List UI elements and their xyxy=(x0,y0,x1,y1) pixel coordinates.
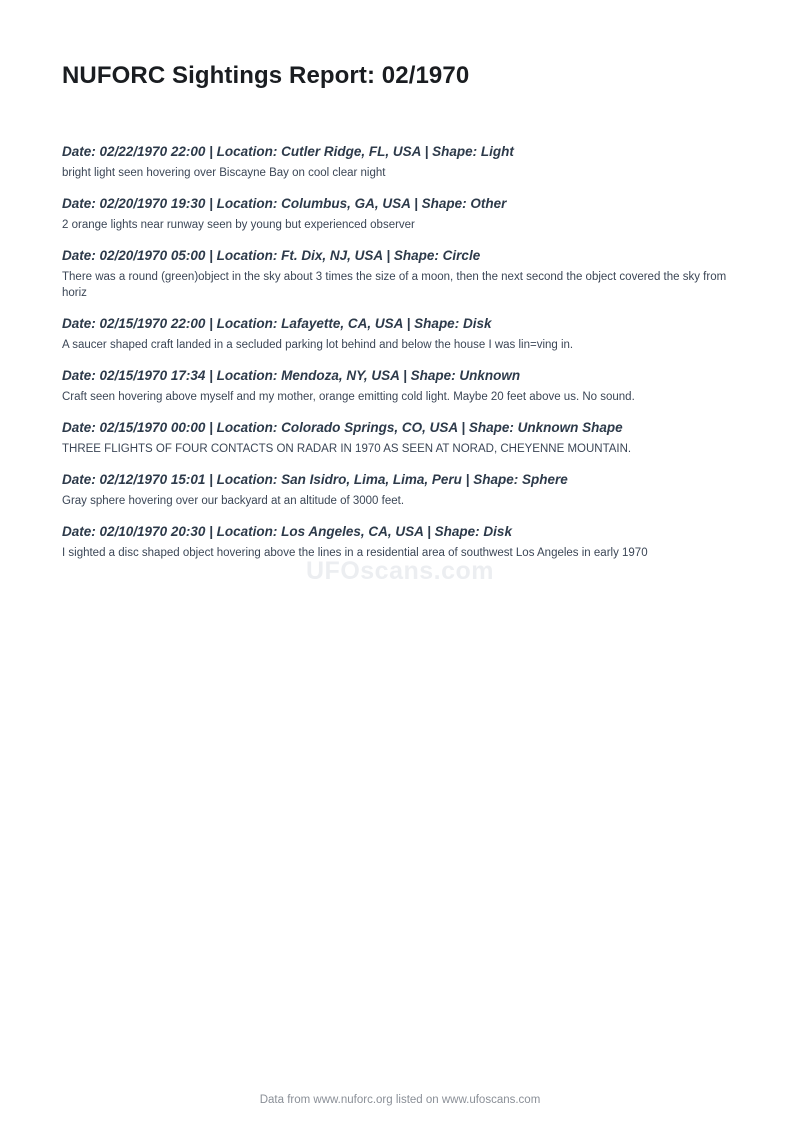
sighting-description: Gray sphere hovering over our backyard at an altitude of 3000 feet. xyxy=(62,495,405,507)
sighting-header: Date: 02/15/1970 00:00 | Location: Colorado Springs, CO, USA | Shape: Unknown Shape xyxy=(62,420,623,435)
sighting-header: Date: 02/22/1970 22:00 | Location: Cutler Ridge, FL, USA | Shape: Light xyxy=(62,144,514,159)
sighting-entry xyxy=(62,523,752,561)
sighting-description: A saucer shaped craft landed in a secluded parking lot behind and below the house I was lin=ving in. xyxy=(62,339,574,351)
sighting-description: THREE FLIGHTS OF FOUR CONTACTS ON RADAR IN 1970 AS SEEN AT NORAD, CHEYENNE MOUNTAIN. xyxy=(62,443,632,455)
footer-credit: Data from www.nuforc.org listed on www.ufoscans.com xyxy=(259,1094,541,1106)
sighting-description: I sighted a disc shaped object hovering above the lines in a residential area of southwest Los Angeles in early 1970 xyxy=(62,547,648,559)
sighting-header: Date: 02/10/1970 20:30 | Location: Los Angeles, CA, USA | Shape: Disk xyxy=(62,524,512,539)
sightings-list xyxy=(62,143,752,575)
sighting-description: There was a round (green)object in the sky about 3 times the size of a moon, then the next second the object covered the sky from horiz xyxy=(62,271,727,299)
sighting-header: Date: 02/20/1970 05:00 | Location: Ft. Dix, NJ, USA | Shape: Circle xyxy=(62,248,481,263)
sighting-header: Date: 02/15/1970 22:00 | Location: Lafayette, CA, USA | Shape: Disk xyxy=(62,316,492,331)
sighting-entry xyxy=(62,315,752,353)
sighting-header: Date: 02/15/1970 17:34 | Location: Mendoza, NY, USA | Shape: Unknown xyxy=(62,368,521,383)
sighting-entry xyxy=(62,471,752,509)
watermark: UFOscans.com xyxy=(306,557,495,585)
sighting-entry xyxy=(62,143,752,181)
sighting-entry xyxy=(62,195,752,233)
sighting-entry xyxy=(62,367,752,405)
sighting-entry xyxy=(62,419,752,457)
sighting-header: Date: 02/12/1970 15:01 | Location: San Isidro, Lima, Lima, Peru | Shape: Sphere xyxy=(62,472,568,487)
sighting-entry xyxy=(62,247,752,301)
sighting-description: 2 orange lights near runway seen by young but experienced observer xyxy=(62,219,415,231)
sighting-description: bright light seen hovering over Biscayne Bay on cool clear night xyxy=(62,167,386,179)
page-title: NUFORC Sightings Report: 02/1970 xyxy=(62,62,470,89)
sighting-header: Date: 02/20/1970 19:30 | Location: Columbus, GA, USA | Shape: Other xyxy=(62,196,507,211)
sighting-description: Craft seen hovering above myself and my mother, orange emitting cold light. Maybe 20 feet above us. No sound. xyxy=(62,391,635,403)
